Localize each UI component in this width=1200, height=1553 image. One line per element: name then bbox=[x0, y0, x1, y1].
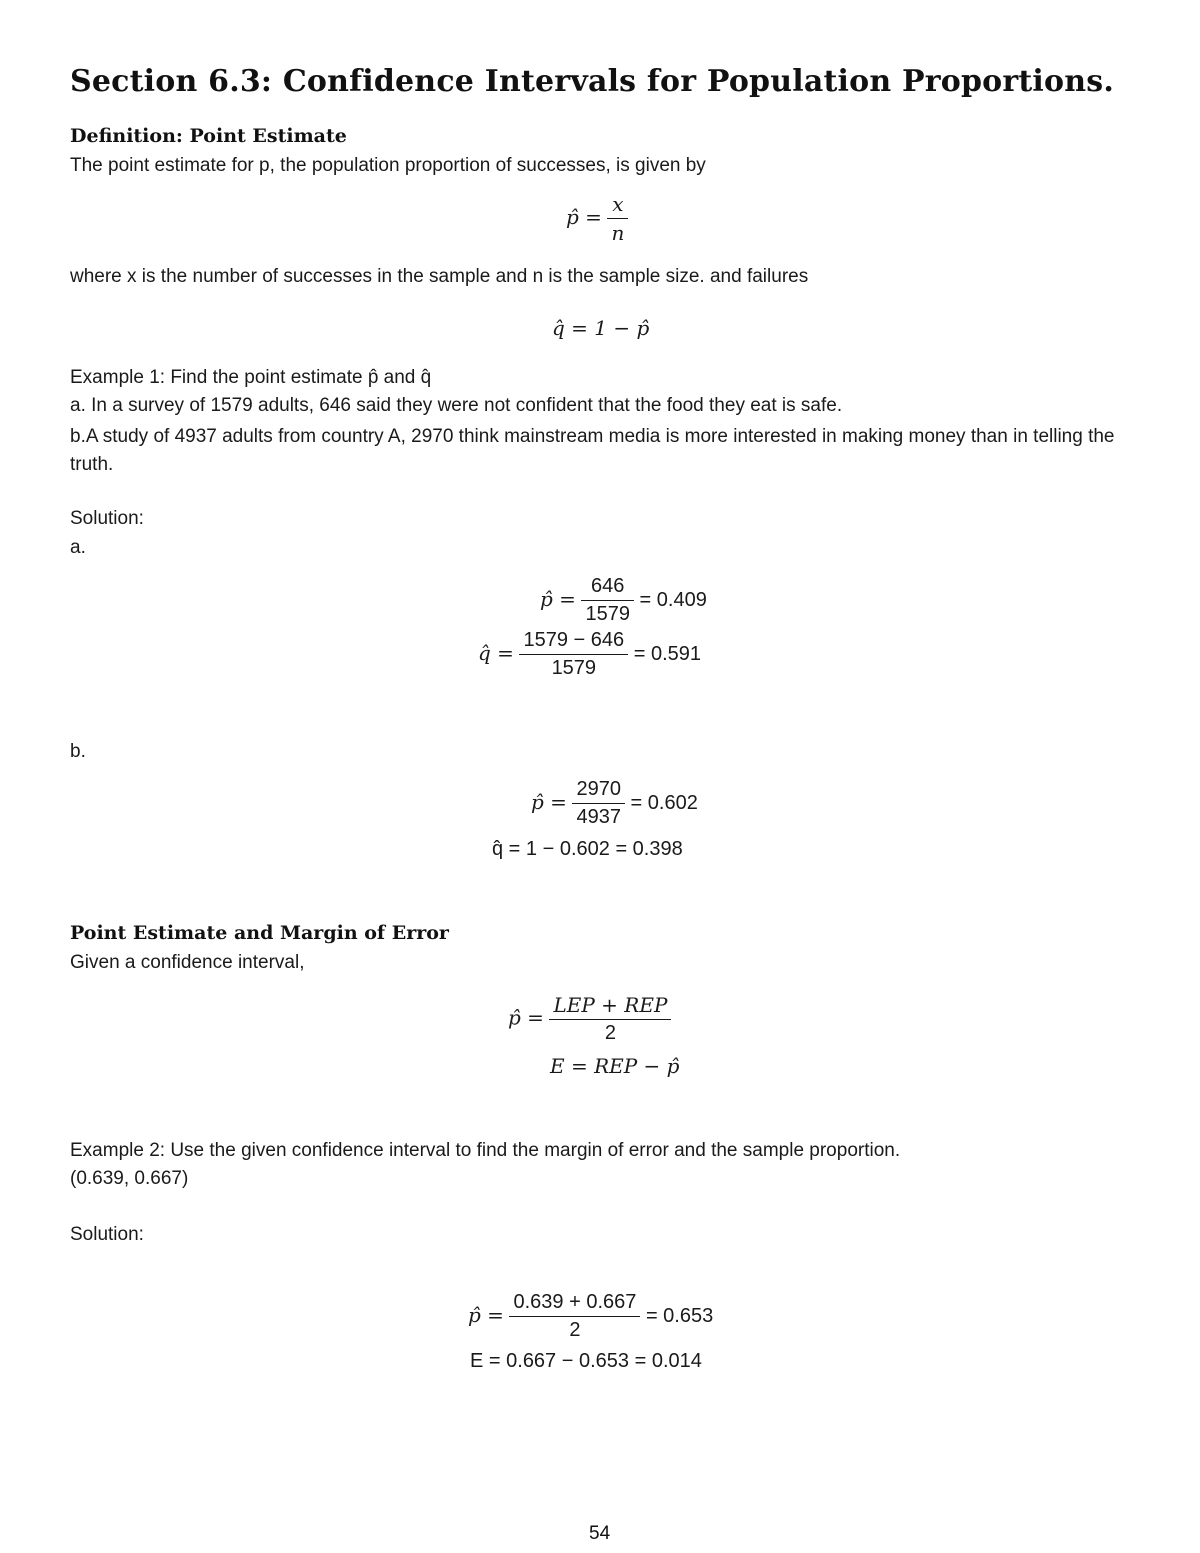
definition-intro: The point estimate for p, the population proportion of successes, is given by bbox=[70, 155, 706, 176]
a-q-lhs: q̂ = bbox=[478, 640, 514, 665]
b-p-lhs: p̂ = bbox=[531, 789, 567, 814]
example1-b-label: b. bbox=[70, 741, 86, 762]
example1-a-label: a. bbox=[70, 537, 86, 558]
example1-prompt: Example 1: Find the point estimate p̂ and q̂ bbox=[70, 367, 432, 388]
example1-a-p-equation bbox=[540, 575, 707, 626]
b-p-fraction bbox=[572, 778, 625, 829]
a-q-numerator: 1579 − 646 bbox=[523, 629, 625, 651]
example2-solution-label: Solution: bbox=[70, 1224, 144, 1245]
example2-p-equation bbox=[468, 1291, 713, 1342]
margin-heading: Point Estimate and Margin of Error bbox=[70, 922, 449, 944]
page-title: Section 6.3: Confidence Intervals for Population Proportions. bbox=[70, 64, 1114, 99]
example1-part-a: a. In a survey of 1579 adults, 646 said they were not confident that the food they eat is safe. bbox=[70, 395, 843, 416]
example2-interval: (0.639, 0.667) bbox=[70, 1168, 189, 1189]
b-p-denominator: 4937 bbox=[572, 803, 625, 829]
ex2-p-result: = 0.653 bbox=[645, 1304, 714, 1327]
q-hat-formula: q̂ = 1 − p̂ bbox=[552, 316, 650, 340]
a-p-result: = 0.409 bbox=[639, 588, 707, 611]
a-q-fraction bbox=[519, 629, 628, 680]
a-p-lhs: p̂ = bbox=[540, 586, 576, 611]
ex2-p-fraction bbox=[509, 1291, 640, 1342]
formula-numerator: x bbox=[612, 192, 624, 216]
formula-fraction bbox=[607, 192, 628, 245]
margin-p-lhs: p̂ = bbox=[508, 1005, 544, 1030]
margin-p-numerator: LEP + REP bbox=[553, 993, 668, 1017]
formula-lhs: p̂ = bbox=[566, 204, 602, 229]
example2-prompt: Example 2: Use the given confidence interval to find the margin of error and the sample proportion. bbox=[70, 1140, 901, 1161]
a-q-result: = 0.591 bbox=[633, 642, 701, 665]
b-p-result: = 0.602 bbox=[630, 791, 698, 814]
definition-heading: Definition: Point Estimate bbox=[70, 125, 347, 147]
page-number: 54 bbox=[589, 1523, 611, 1544]
ex2-p-denominator: 2 bbox=[509, 1316, 640, 1342]
formula-denominator: n bbox=[607, 218, 628, 245]
example1-a-q-equation bbox=[478, 629, 701, 680]
point-estimate-formula bbox=[566, 192, 628, 245]
margin-p-fraction bbox=[549, 993, 671, 1045]
example1-b-q-equation: q̂ = 1 − 0.602 = 0.398 bbox=[492, 838, 683, 860]
example2-e-equation: E = 0.667 − 0.653 = 0.014 bbox=[470, 1350, 702, 1372]
definition-where: where x is the number of successes in the sample and n is the sample size. and failures bbox=[70, 266, 809, 287]
example1-part-b: b.A study of 4937 adults from country A, 2970 think mainstream media is more interested in making money than in telling the truth. bbox=[70, 426, 1115, 475]
a-q-denominator: 1579 bbox=[519, 654, 628, 680]
example1-b-p-equation bbox=[531, 778, 698, 829]
a-p-denominator: 1579 bbox=[581, 600, 634, 626]
a-p-numerator: 646 bbox=[591, 575, 625, 597]
ex2-p-lhs: p̂ = bbox=[468, 1302, 504, 1327]
margin-p-formula bbox=[508, 993, 671, 1045]
ex2-p-numerator: 0.639 + 0.667 bbox=[513, 1291, 637, 1313]
margin-intro: Given a confidence interval, bbox=[70, 952, 305, 973]
a-p-fraction bbox=[581, 575, 634, 626]
b-p-numerator: 2970 bbox=[576, 778, 621, 800]
margin-p-denominator: 2 bbox=[549, 1019, 671, 1045]
example1-solution-label: Solution: bbox=[70, 508, 144, 529]
margin-e-formula: E = REP − p̂ bbox=[550, 1054, 680, 1078]
